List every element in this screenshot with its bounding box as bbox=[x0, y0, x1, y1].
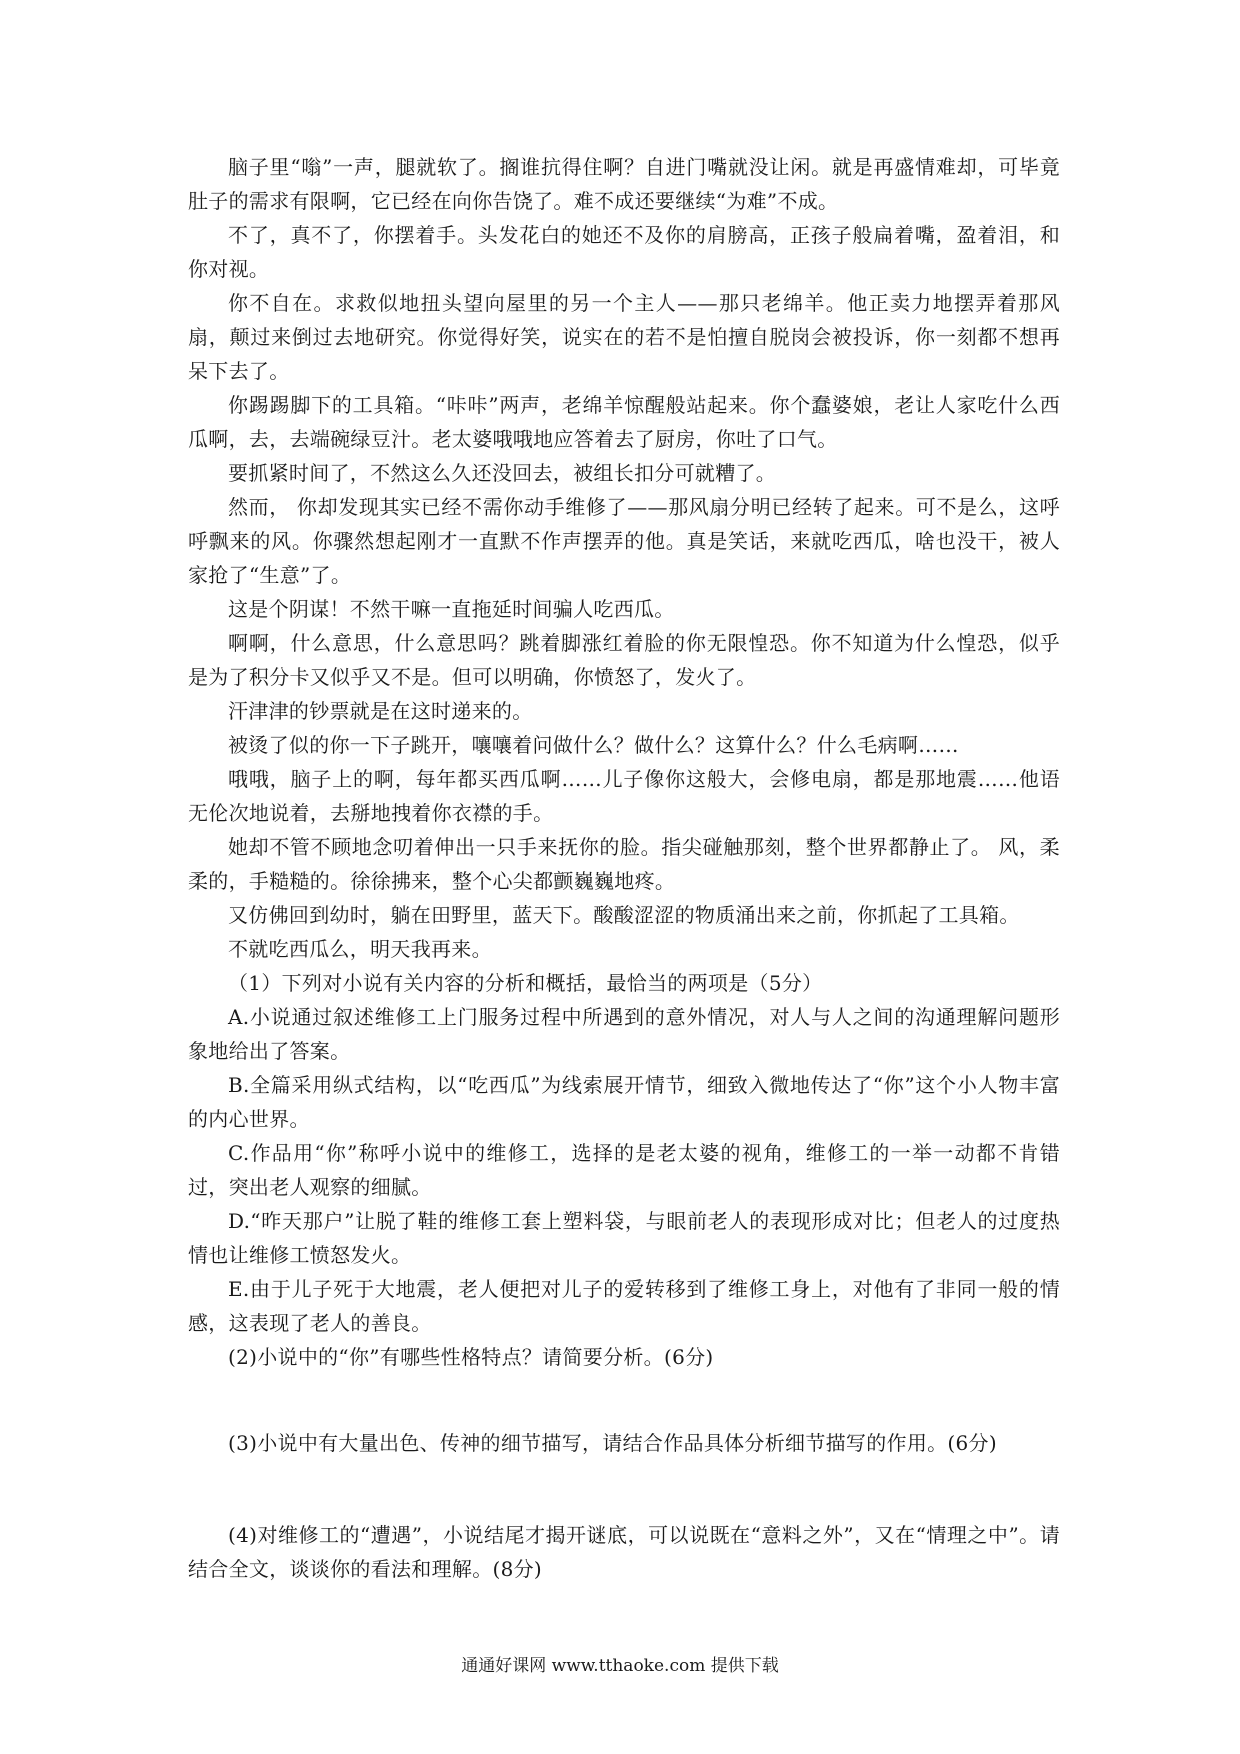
story-paragraph: 哦哦，脑子上的啊，每年都买西瓜啊……儿子像你这般大，会修电扇，都是那地震……他语无伦次地说着，去掰地拽着你衣襟的手。 bbox=[188, 767, 1060, 825]
question-1-stem: （1）下列对小说有关内容的分析和概括，最恰当的两项是（5分） bbox=[228, 971, 823, 995]
story-paragraph: 这是个阴谋！不然干嘛一直拖延时间骗人吃西瓜。 bbox=[228, 597, 675, 621]
question-4: (4)对维修工的“遭遇”，小说结尾才揭开谜底，可以说既在“意料之外”，又在“情理之中”。请结合全文，谈谈你的看法和理解。(8分) bbox=[188, 1523, 1060, 1581]
question-1-option-e: E.由于儿子死于大地震，老人便把对儿子的爱转移到了维修工身上，对他有了非同一般的情感，这表现了老人的善良。 bbox=[188, 1277, 1060, 1335]
story-paragraph: 不就吃西瓜么，明天我再来。 bbox=[228, 937, 492, 961]
question-1-option-c: C.作品用“你”称呼小说中的维修工，选择的是老太婆的视角，维修工的一举一动都不肯错过，突出老人观察的细腻。 bbox=[188, 1141, 1060, 1199]
story-paragraph: 又仿佛回到幼时，躺在田野里，蓝天下。酸酸涩涩的物质涌出来之前，你抓起了工具箱。 bbox=[228, 903, 1020, 927]
answer-space bbox=[188, 1460, 1060, 1518]
story-paragraph: 要抓紧时间了，不然这么久还没回去，被组长扣分可就糟了。 bbox=[228, 461, 777, 485]
story-paragraph: 然而， 你却发现其实已经不需你动手维修了——那风扇分明已经转了起来。可不是么，这呼呼飘来的风。你骤然想起刚才一直默不作声摆弄的他。真是笑话，来就吃西瓜，啥也没干，被人家抢了“生意”了。 bbox=[188, 495, 1060, 587]
story-paragraph: 啊啊，什么意思，什么意思吗？跳着脚涨红着脸的你无限惶恐。你不知道为什么惶恐，似乎是为了积分卡又似乎又不是。但可以明确，你愤怒了，发火了。 bbox=[188, 631, 1060, 689]
story-paragraph: 汗津津的钞票就是在这时递来的。 bbox=[228, 699, 533, 723]
question-3: (3)小说中有大量出色、传神的细节描写，请结合作品具体分析细节描写的作用。(6分) bbox=[228, 1431, 997, 1455]
page-footer: 通通好课网 www.tthaoke.com 提供下载 bbox=[461, 1656, 779, 1676]
story-paragraph: 脑子里“嗡”一声，腿就软了。搁谁抗得住啊？自进门嘴就没让闲。就是再盛情难却，可毕竟肚子的需求有限啊，它已经在向你告饶了。难不成还要继续“为难”不成。 bbox=[188, 155, 1060, 213]
answer-space bbox=[188, 1374, 1060, 1426]
story-paragraph: 不了，真不了，你摆着手。头发花白的她还不及你的肩膀高，正孩子般扁着嘴，盈着泪，和你对视。 bbox=[188, 223, 1060, 281]
question-1-option-b: B.全篇采用纵式结构，以“吃西瓜”为线索展开情节，细致入微地传达了“你”这个小人物丰富的内心世界。 bbox=[188, 1073, 1060, 1131]
question-1-option-d: D.“昨天那户”让脱了鞋的维修工套上塑料袋，与眼前老人的表现形成对比；但老人的过度热情也让维修工愤怒发火。 bbox=[188, 1209, 1060, 1267]
story-paragraph: 被烫了似的你一下子跳开，嚷嚷着问做什么？做什么？这算什么？什么毛病啊…… bbox=[228, 733, 959, 757]
story-paragraph: 你踢踢脚下的工具箱。“咔咔”两声，老绵羊惊醒般站起来。你个蠢婆娘，老让人家吃什么西瓜啊，去，去端碗绿豆汁。老太婆哦哦地应答着去了厨房，你吐了口气。 bbox=[188, 393, 1060, 451]
story-paragraph: 你不自在。求救似地扭头望向屋里的另一个主人——那只老绵羊。他正卖力地摆弄着那风扇，颠过来倒过去地研究。你觉得好笑，说实在的若不是怕擅自脱岗会被投诉，你一刻都不想再呆下去了。 bbox=[188, 291, 1060, 383]
story-paragraph: 她却不管不顾地念叨着伸出一只手来抚你的脸。指尖碰触那刻，整个世界都静止了。 风，柔柔的，手糙糙的。徐徐拂来，整个心尖都颤巍巍地疼。 bbox=[188, 835, 1060, 893]
question-2: (2)小说中的“你”有哪些性格特点？请简要分析。(6分) bbox=[228, 1345, 714, 1369]
question-1-option-a: A.小说通过叙述维修工上门服务过程中所遇到的意外情况，对人与人之间的沟通理解问题形象地给出了答案。 bbox=[188, 1005, 1060, 1063]
document-body bbox=[188, 150, 1060, 1586]
